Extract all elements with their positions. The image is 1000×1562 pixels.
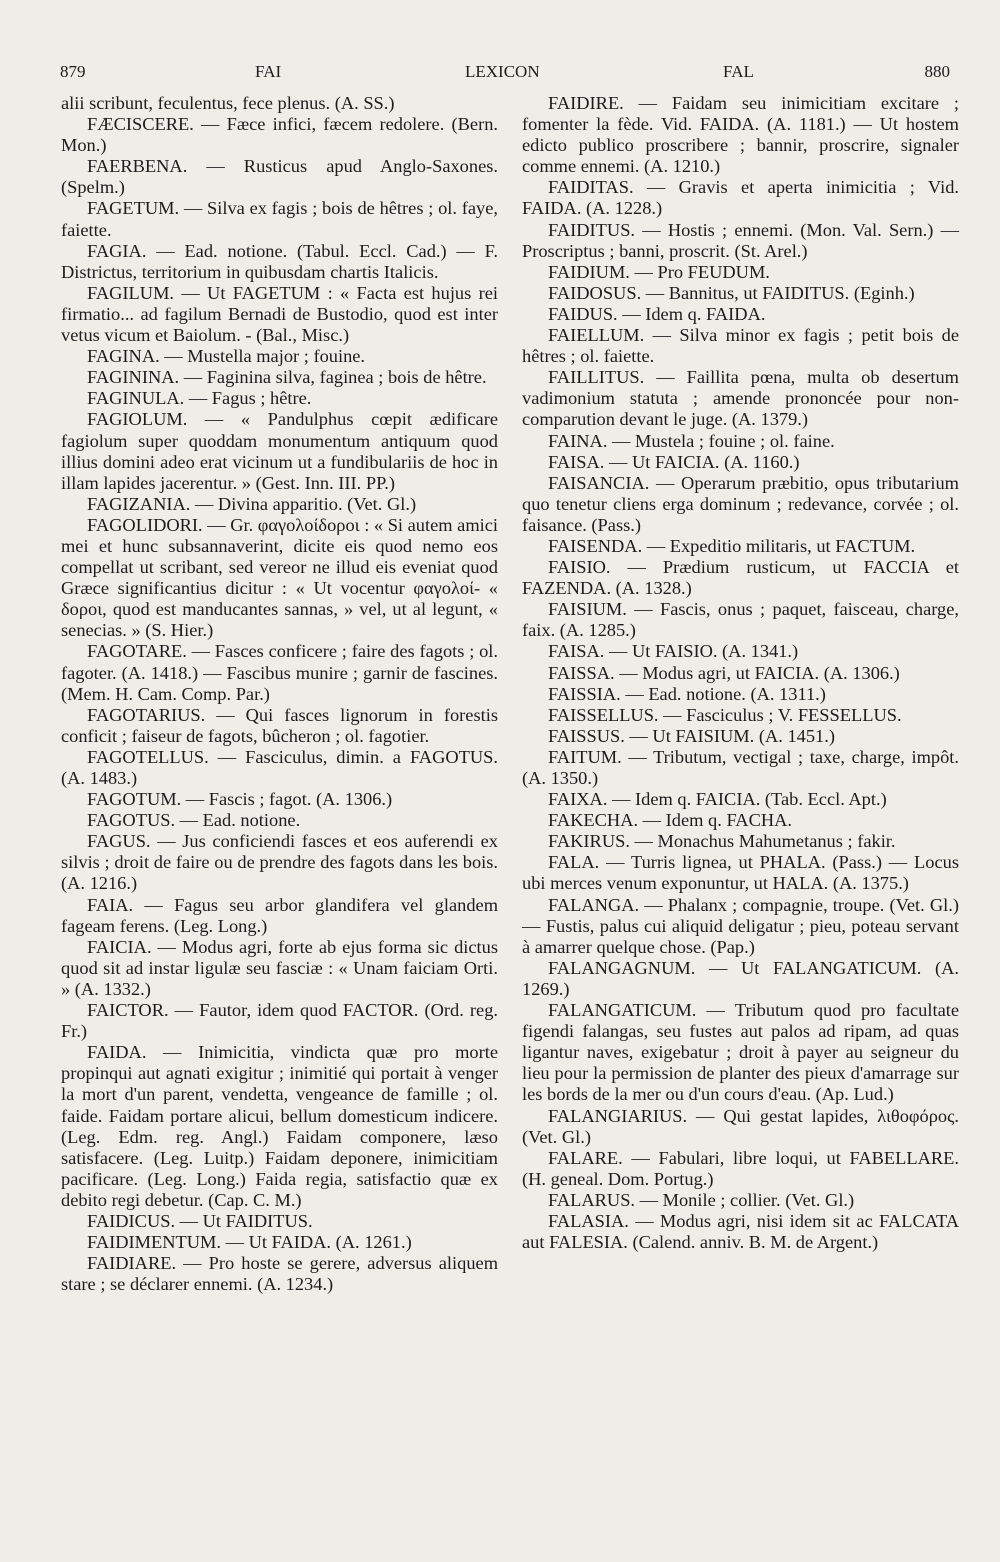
dictionary-entry: FALARE. — Fabulari, libre loqui, ut FABELLARE. (H. geneal. Dom. Portug.) — [522, 1147, 959, 1189]
dictionary-entry: FAGOTUS. — Ead. notione. — [87, 810, 301, 831]
dictionary-entry: FAIELLUM. — Silva minor ex fagis ; petit bois de hêtres ; ol. faiette. — [522, 325, 959, 367]
dictionary-entry: FAISIO. — Prædium rusticum, ut FACCIA et FAZENDA. (A. 1328.) — [522, 557, 959, 599]
dictionary-entry: FAITUM. — Tributum, vectigal ; taxe, charge, impôt. (A. 1350.) — [522, 746, 959, 788]
running-head-left: FAI — [255, 62, 282, 81]
running-head-right: FAL — [723, 62, 754, 81]
dictionary-entry: FAGETUM. — Silva ex fagis ; bois de hêtres ; ol. faye, faiette. — [61, 198, 498, 240]
dictionary-entry: FAIDA. — Inimicitia, vindicta quæ pro morte propinqui aut agnati exigitur ; inimitié qui portait à venger la mort d'un parent, vendetta, vengeance de famille ; ol. faide. Faidam portare alicui, bellum domesticum indicere. (Leg. Edm. reg. Angl.) Faidam componere, læso satisfacere. (Leg. Luitp.) Faidam deponere, inimicitiam pacificare. (Leg. Long.) Faida regia, satisfactio quæ ex debito regi debetur. (Cap. C. M.) — [61, 1042, 498, 1210]
dictionary-entry: FAGOTUM. — Fascis ; fagot. (A. 1306.) — [87, 789, 393, 810]
dictionary-entry: FAIDIUM. — Pro FEUDUM. — [548, 261, 770, 282]
dictionary-entry: FAIDIMENTUM. — Ut FAIDA. (A. 1261.) — [87, 1232, 412, 1253]
dictionary-entry: FAIDITUS. — Hostis ; ennemi. (Mon. Val. Sern.) — Proscriptus ; banni, proscrit. (St. Arel.) — [522, 219, 959, 261]
dictionary-entry: FAKIRUS. — Monachus Mahumetanus ; fakir. — [548, 831, 896, 852]
dictionary-entry: FAIXA. — Idem q. FAICIA. (Tab. Eccl. Apt.) — [548, 789, 887, 810]
dictionary-entry: FALANGATICUM. — Tributum quod pro facultate figendi falangas, seu fustes aut palos ad ripam, ad quas ligantur naves, exigebatur ; droit à payer au seigneur du lieu pour la permission de planter des pieux d'amarrage sur les bords de la mer ou d'un cours d'eau. (Ap. Lud.) — [522, 1000, 959, 1105]
dictionary-entry: FAGOTELLUS. — Fasciculus, dimin. a FAGOTUS. (A. 1483.) — [61, 746, 498, 788]
dictionary-entry: FAIDITAS. — Gravis et aperta inimicitia ; Vid. FAIDA. (A. 1228.) — [522, 177, 959, 219]
dictionary-entry: FAIA. — Fagus seu arbor glandifera vel glandem fageam ferens. (Leg. Long.) — [61, 894, 498, 936]
dictionary-entry: FAISANCIA. — Operarum præbitio, opus tributarium quo tenetur cliens erga dominum ; redevance, corvée ; ol. faisance. (Pass.) — [522, 472, 959, 535]
dictionary-entry: FAGININA. — Faginina silva, faginea ; bois de hêtre. — [87, 367, 487, 388]
dictionary-entry: FAGIOLUM. — « Pandulphus cœpit ædificare fagiolum super quoddam monumentum antiquum quod illius domini adeo erat vicinum ut a fundibulariis de hoc in illam lapides jacerentur. » (Gest. Inn. III. PP.) — [61, 409, 498, 493]
dictionary-entry: FAIDICUS. — Ut FAIDITUS. — [87, 1210, 313, 1231]
dictionary-entry: FAISIUM. — Fascis, onus ; paquet, faisceau, charge, faix. (A. 1285.) — [522, 599, 959, 641]
dictionary-entry: FAISSA. — Modus agri, ut FAICIA. (A. 1306.) — [548, 662, 900, 683]
dictionary-entry: FAILLITUS. — Faillita pœna, multa ob desertum vadimonium statuta ; amende prononcée pour non-comparution devant le juge. (A. 1379.) — [522, 367, 959, 430]
dictionary-entry: alii scribunt, feculentus, fece plenus. (A. SS.) — [61, 93, 395, 113]
dictionary-entry: FAISSUS. — Ut FAISIUM. (A. 1451.) — [548, 725, 835, 746]
dictionary-entry: FALANGIARIUS. — Qui gestat lapides, λιθοφόρος. (Vet. Gl.) — [522, 1105, 959, 1147]
dictionary-entry: FAKECHA. — Idem q. FACHA. — [548, 810, 793, 831]
dictionary-entry: FALANGA. — Phalanx ; compagnie, troupe. (Vet. Gl.) — Fustis, palus cui aliquid deligatur ; pieu, poteau servant à amarrer quelque chose. (Pap.) — [522, 894, 959, 957]
dictionary-entry: FAGIZANIA. — Divina apparitio. (Vet. Gl.) — [87, 493, 417, 514]
dictionary-entry: FAGINULA. — Fagus ; hêtre. — [87, 388, 312, 409]
dictionary-entry: FALASIA. — Modus agri, nisi idem sit ac FALCATA aut FALESIA. (Calend. anniv. B. M. de Argent.) — [522, 1210, 959, 1253]
dictionary-entry: FAISSIA. — Ead. notione. (A. 1311.) — [548, 683, 826, 704]
dictionary-entry: FAISSELLUS. — Fasciculus ; V. FESSELLUS. — [548, 704, 902, 725]
dictionary-entry: FAICTOR. — Fautor, idem quod FACTOR. (Ord. reg. Fr.) — [61, 1000, 498, 1042]
dictionary-entry: FAGILUM. — Ut FAGETUM : « Facta est hujus rei firmatio... ad fagilum Bernadi de Bustodio, quod est inter vetus vicum et Baiolum. - (Bal., Misc.) — [61, 282, 498, 346]
dictionary-entry: FAISENDA. — Expeditio militaris, ut FACTUM. — [548, 535, 916, 556]
dictionary-entry: FAGUS. — Jus conficiendi fasces et eos auferendi ex silvis ; droit de faire ou de prendre des fagots dans les bois. (A. 1216.) — [61, 831, 498, 894]
dictionary-entry: FAERBENA. — Rusticus apud Anglo-Saxones. (Spelm.) — [61, 156, 498, 198]
dictionary-entry: FAGIA. — Ead. notione. (Tabul. Eccl. Cad.) — F. Districtus, territorium in quibusdam chartis Italicis. — [61, 240, 498, 282]
page-number-right: 880 — [924, 62, 950, 81]
dictionary-entry: FAIDUS. — Idem q. FAIDA. — [548, 303, 766, 324]
left-column — [61, 93, 498, 1295]
dictionary-entry: FALA. — Turris lignea, ut PHALA. (Pass.) — Locus ubi merces venum exponuntur, ut HALA. (A. 1375.) — [522, 852, 959, 894]
dictionary-entry: FAIDIRE. — Faidam seu inimicitiam excitare ; fomenter la fède. Vid. FAIDA. (A. 1181.) — Ut hostem edicto publico proscribere ; bannir, proscrire, signaler comme ennemi. (A. 1210.) — [522, 93, 959, 177]
dictionary-entry: FAISA. — Ut FAISIO. (A. 1341.) — [548, 641, 799, 662]
dictionary-entry: FALANGAGNUM. — Ut FALANGATICUM. (A. 1269.) — [522, 957, 959, 999]
dictionary-entry: FAIDOSUS. — Bannitus, ut FAIDITUS. (Eginh.) — [548, 282, 915, 303]
dictionary-entry: FAGINA. — Mustella major ; fouine. — [87, 346, 366, 367]
dictionary-entry: FALARUS. — Monile ; collier. (Vet. Gl.) — [548, 1189, 855, 1210]
page-number-left: 879 — [60, 62, 86, 81]
dictionary-entry: FAISA. — Ut FAICIA. (A. 1160.) — [548, 451, 800, 472]
running-title: LEXICON — [465, 62, 540, 81]
dictionary-entry: FÆCISCERE. — Fæce infici, fæcem redolere. (Bern. Mon.) — [61, 114, 498, 156]
dictionary-entry: FAGOLIDORI. — Gr. φαγολοίδοροι : « Si autem amici mei et hunc subsannaverint, dicite eis quod nemo eos compellat ut scribant, sed vereor ne illud eis eveniat quod Græce significantius dicitur : « Ut vocentur φαγολοί- « δοροι, quod est manducantes sannas, » vel, ut al legunt, « senecias. » (S. Hier.) — [61, 514, 499, 641]
page-header — [60, 62, 950, 86]
dictionary-entry: FAGOTARE. — Fasces conficere ; faire des fagots ; ol. fagoter. (A. 1418.) — Fascibus munire ; garnir de fascines. (Mem. H. Cam. Comp. Par.) — [61, 641, 498, 704]
dictionary-entry: FAICIA. — Modus agri, forte ab ejus forma sic dictus quod sit ad instar ligulæ seu fasciæ : « Unam faiciam Orti. » (A. 1332.) — [61, 936, 498, 999]
dictionary-entry: FAINA. — Mustela ; fouine ; ol. faine. — [548, 430, 835, 451]
right-column — [522, 93, 959, 1253]
dictionary-entry: FAIDIARE. — Pro hoste se gerere, adversus aliquem stare ; se déclarer ennemi. (A. 1234.) — [61, 1253, 498, 1295]
dictionary-entry: FAGOTARIUS. — Qui fasces lignorum in forestis conficit ; faiseur de fagots, bûcheron ; ol. fagotier. — [61, 704, 498, 746]
